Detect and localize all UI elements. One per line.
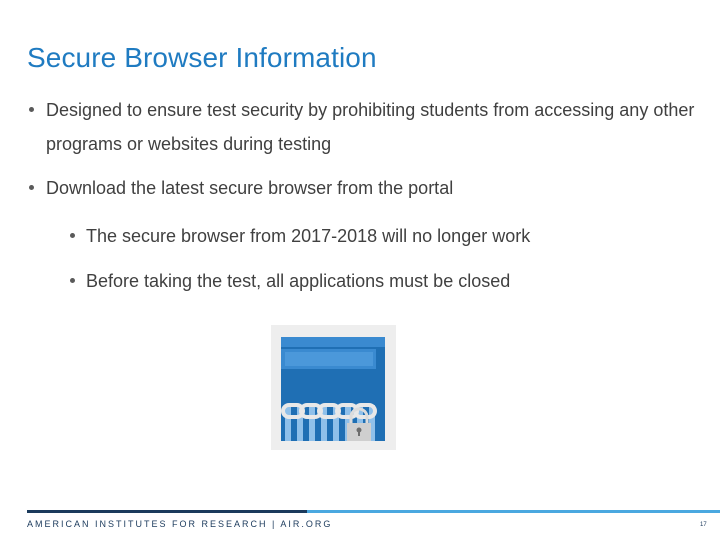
bullet-dot-icon [70, 278, 75, 283]
bullet-dot-icon [70, 233, 75, 238]
secure-browser-lock-chain-icon [271, 325, 396, 450]
footer-divider-dark [27, 510, 307, 513]
bullet-dot-icon [29, 107, 34, 112]
bullet-item [46, 93, 706, 161]
footer-organization: AMERICAN INSTITUTES FOR RESEARCH | AIR.ORG [27, 519, 333, 529]
bullet-dot-icon [29, 185, 34, 190]
bullet-item [46, 171, 686, 205]
bullet-text: Download the latest secure browser from the portal [46, 178, 454, 198]
bullet-text: Designed to ensure test security by prohibiting students from accessing any other programs or websites during testing [46, 100, 695, 154]
footer-divider-light [307, 510, 720, 513]
slide-title: Secure Browser Information [27, 42, 377, 73]
sub-bullet-item [86, 219, 686, 253]
bullet-text: Before taking the test, all applications must be closed [86, 271, 511, 291]
bullet-text: The secure browser from 2017-2018 will no longer work [86, 226, 531, 246]
secure-browser-graphic [271, 325, 396, 450]
sub-bullet-item [86, 264, 686, 298]
page-number: 17 [700, 522, 707, 528]
